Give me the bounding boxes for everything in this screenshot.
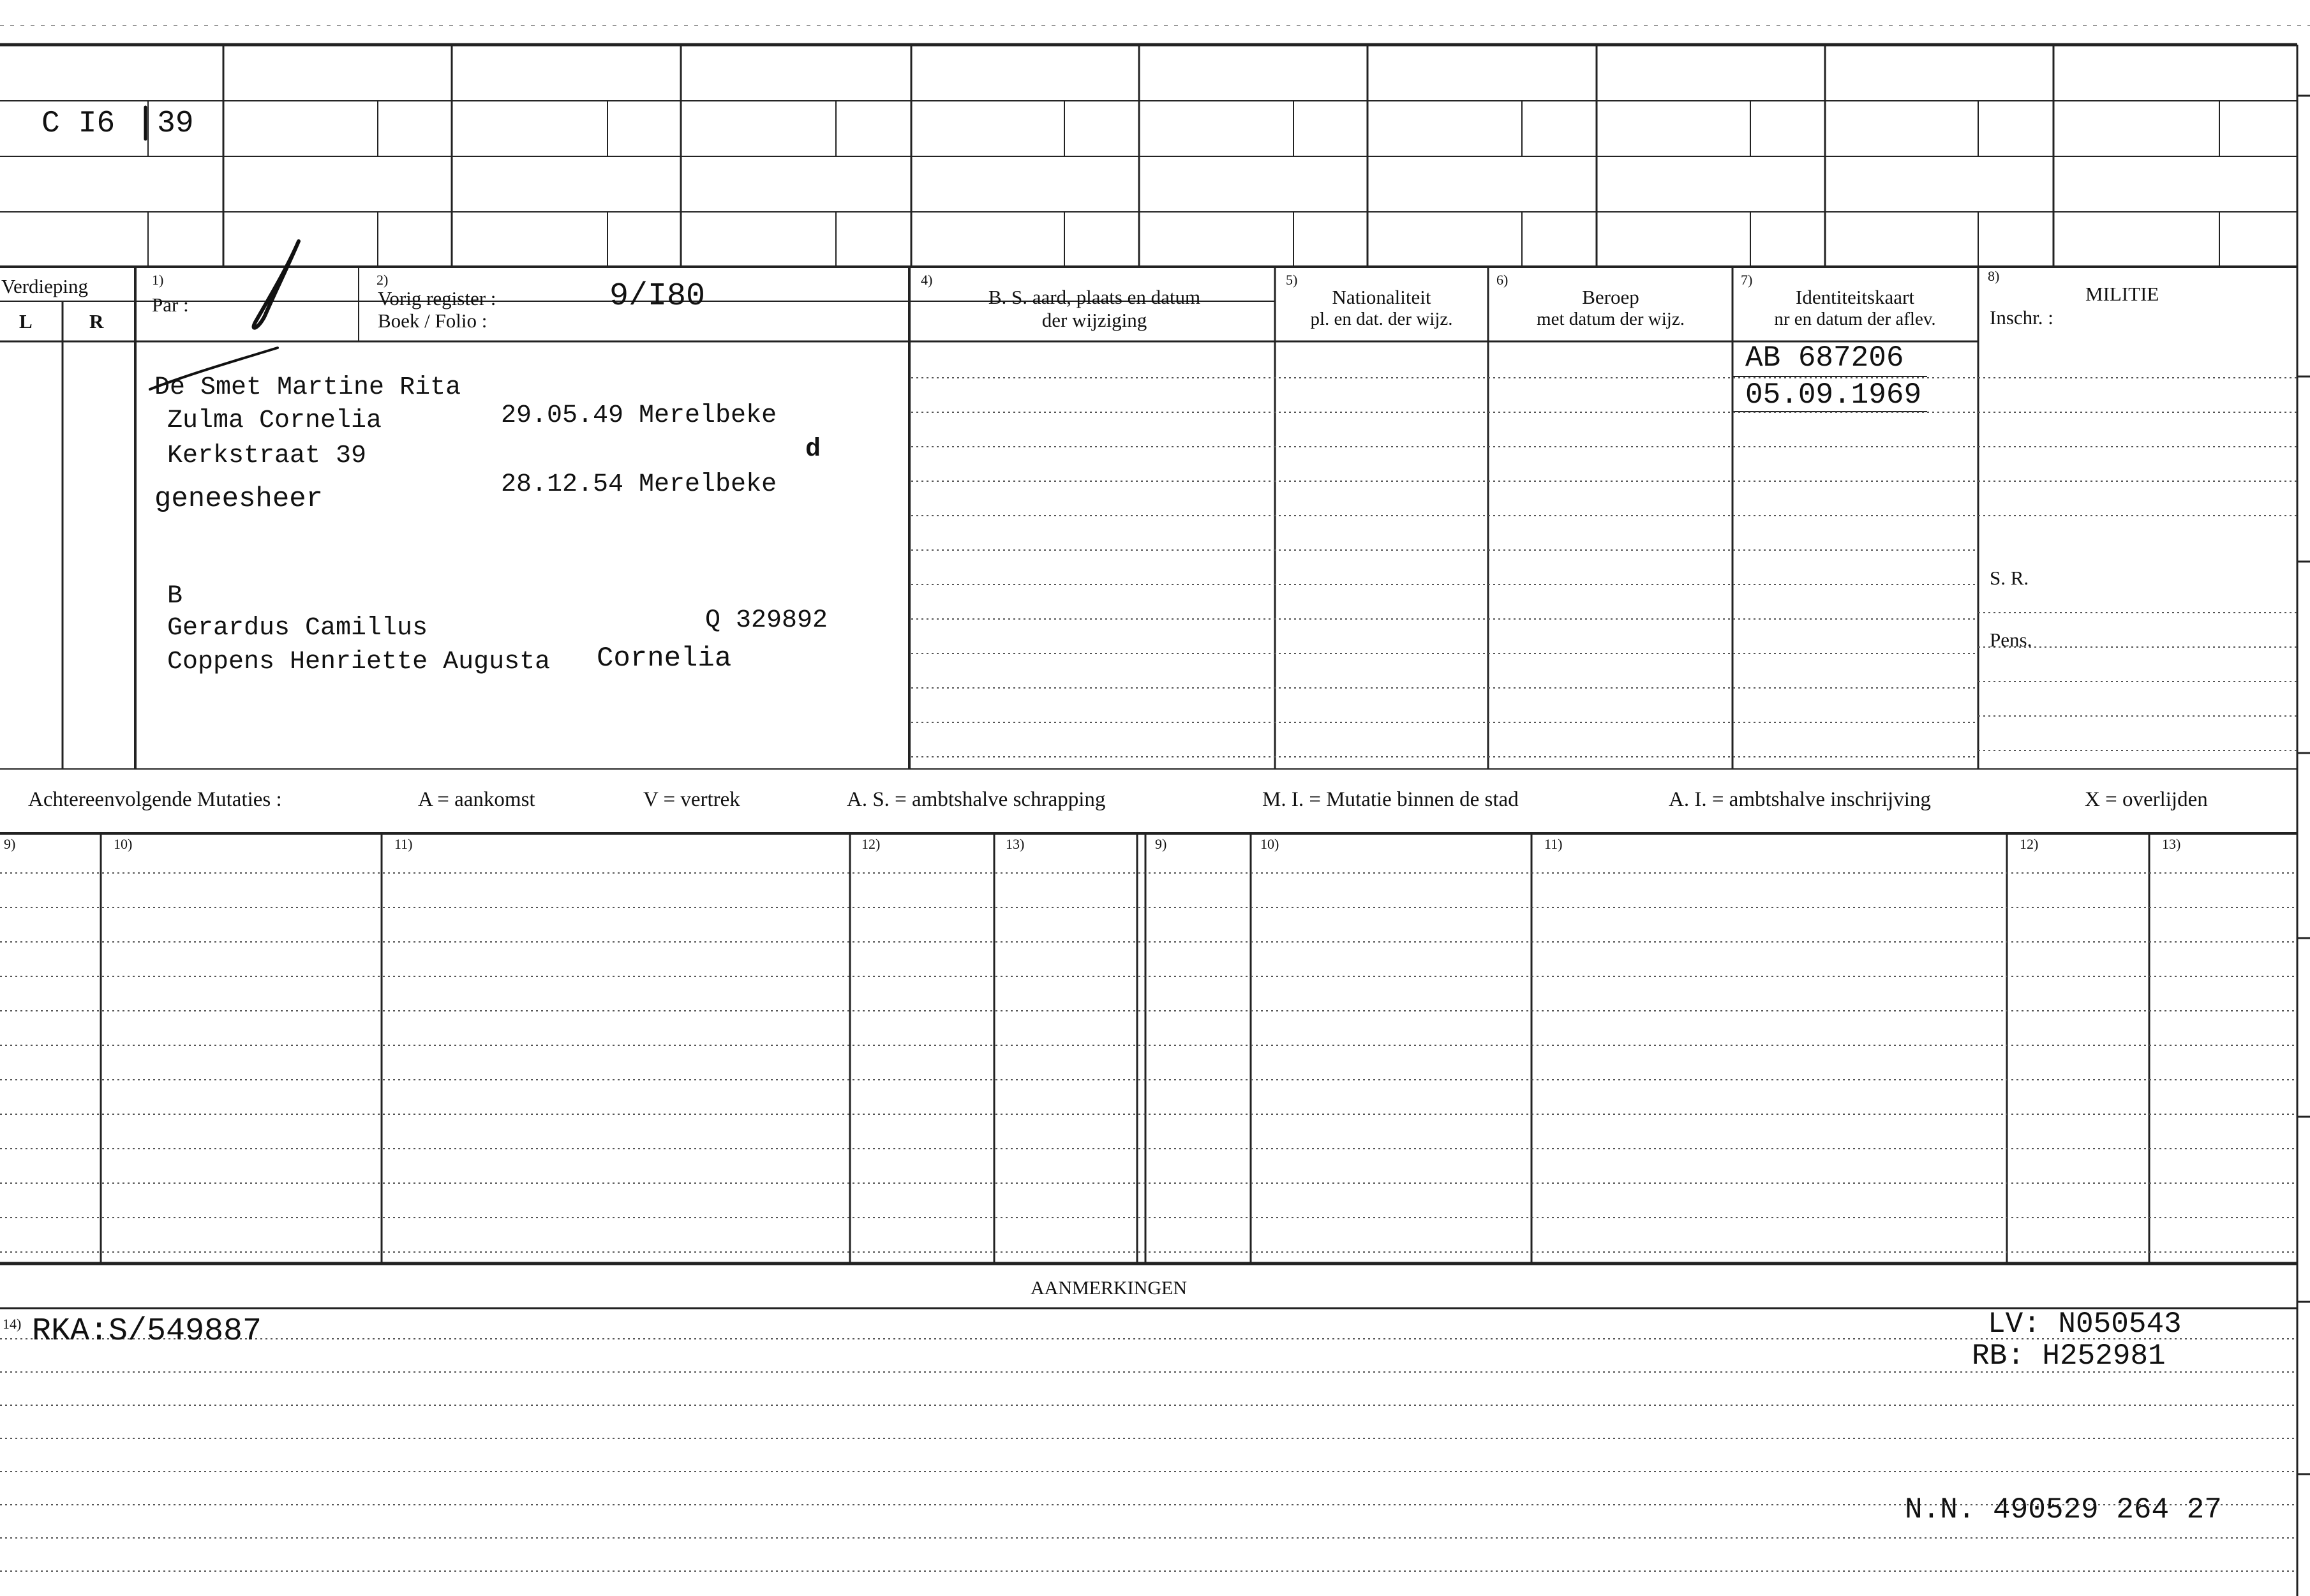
legend-as: A. S. = ambtshalve schrapping	[847, 788, 1106, 811]
mutation-col-12b: 12)	[2020, 836, 2039, 852]
legend-x: X = overlijden	[2085, 788, 2208, 811]
col6-number: 6)	[1496, 272, 1509, 288]
mutation-col-13: 13)	[1006, 836, 1025, 852]
vorig-register-label: Vorig register :	[378, 287, 496, 310]
r-label: R	[89, 310, 104, 332]
mutation-col-10: 10)	[114, 836, 133, 852]
person-mother2: Cornelia	[597, 643, 732, 675]
legend-ai: A. I. = ambtshalve inschrijving	[1669, 788, 1931, 811]
person-mother: Coppens Henriette Augusta	[167, 648, 551, 676]
col2-number: 2)	[376, 272, 389, 288]
identity-card-date: 05.09.1969	[1745, 378, 1922, 412]
person-father: Gerardus Camillus	[167, 614, 428, 643]
person-b-label: B	[167, 582, 183, 611]
col4-line1: B. S. aard, plaats en datum	[988, 286, 1201, 308]
col5-line1: Nationaliteit	[1332, 286, 1431, 308]
mutation-col-11: 11)	[394, 836, 413, 852]
person-birth: 29.05.49 Merelbeke	[501, 401, 777, 430]
vorig-register-value: 9/I80	[609, 278, 706, 315]
identity-card-number: AB 687206	[1745, 341, 1904, 375]
col8-number: 8)	[1988, 268, 2000, 284]
person-profession: geneesheer	[154, 483, 324, 515]
legend-mi: M. I. = Mutatie binnen de stad	[1262, 788, 1519, 811]
mutation-col-10b: 10)	[1260, 836, 1279, 852]
person-date2: 28.12.54 Merelbeke	[501, 470, 777, 499]
remarks-national-number: N.N. 490529 264 27	[1905, 1493, 2222, 1526]
col5-number: 5)	[1286, 272, 1298, 288]
person-name: De Smet Martine Rita	[154, 373, 461, 402]
col4-line2: der wijziging	[1041, 309, 1147, 331]
militie-title: MILITIE	[2085, 283, 2159, 305]
inschr-label: Inschr. :	[1990, 306, 2053, 329]
col7-line2: nr en datum der aflev.	[1774, 309, 1936, 329]
par-label: Par :	[152, 294, 189, 316]
remarks-rb: RB: H252981	[1972, 1339, 2166, 1373]
pens-label: Pens.	[1990, 629, 2032, 651]
sr-label: S. R.	[1990, 567, 2029, 589]
mutation-col-9: 9)	[4, 836, 16, 852]
col6-line2: met datum der wijz.	[1537, 309, 1685, 329]
person-mark: d	[805, 435, 821, 464]
col7-number: 7)	[1741, 272, 1753, 288]
remarks-lv: LV: N050543	[1988, 1308, 2182, 1341]
col6-line1: Beroep	[1582, 286, 1639, 308]
remarks-rka: RKA:S/549887	[32, 1313, 262, 1350]
remarks-title: AANMERKINGEN	[1031, 1278, 1187, 1299]
remarks-number: 14)	[3, 1316, 22, 1332]
verdieping-label: Verdieping	[1, 275, 89, 297]
person-given-names: Zulma Cornelia	[167, 406, 382, 435]
l-label: L	[19, 310, 33, 332]
boek-folio-label: Boek / Folio :	[378, 310, 488, 332]
register-number: 39	[157, 107, 194, 141]
mutation-col-9b: 9)	[1155, 836, 1167, 852]
mutation-col-11b: 11)	[1544, 836, 1563, 852]
col7-line1: Identiteitskaart	[1796, 286, 1914, 308]
legend-v: V = vertrek	[643, 788, 740, 811]
person-code2: Q 329892	[705, 606, 828, 635]
col1-number: 1)	[152, 272, 164, 288]
mutations-legend-title: Achtereenvolgende Mutaties :	[28, 788, 282, 811]
person-address: Kerkstraat 39	[167, 442, 367, 470]
col5-line2: pl. en dat. der wijz.	[1310, 309, 1453, 329]
mutation-col-12: 12)	[861, 836, 881, 852]
handwritten-stroke-mark	[254, 241, 299, 328]
mutation-col-13b: 13)	[2162, 836, 2181, 852]
col4-number: 4)	[921, 272, 933, 288]
legend-a: A = aankomst	[418, 788, 535, 811]
register-code: C I6	[41, 107, 116, 141]
